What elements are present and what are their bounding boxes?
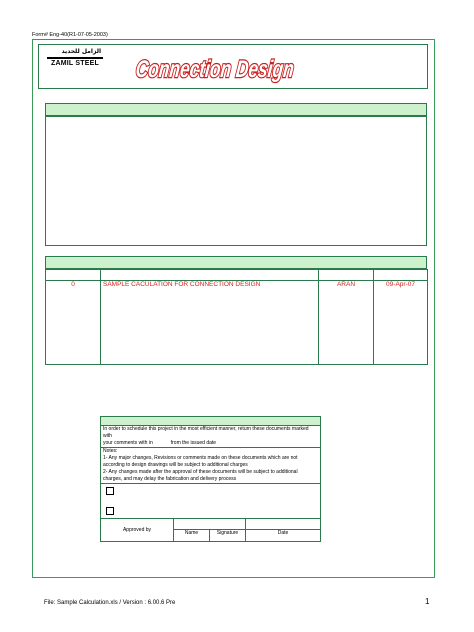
name-field[interactable] [174,519,246,530]
section-header-revisions [45,256,427,269]
document-title [133,49,356,83]
signature-field[interactable] [246,519,321,530]
zamil-steel-logo [47,48,103,72]
note-1: 1- Any major changes, Revisions or comments made on these documents which are not according to design drawings will be subject to additional charges [103,455,298,468]
page-number: 1 [425,597,430,606]
checkbox-area [101,484,321,519]
table-row [46,281,428,365]
name-column-label: Name [174,530,210,542]
rev-date: 09-Apr-07 [374,281,428,365]
signature-column-label: Signature [210,530,246,542]
document-title-text: Connection Design [134,56,356,83]
section-body-1 [45,116,427,246]
notes-heading: Notes: [103,448,118,454]
revision-table [45,269,427,365]
approval-header [101,417,321,426]
approved-by-label: Approved by [101,519,174,542]
rev-description: SAMPLE CACULATION FOR CONNECTION DESIGN [101,281,319,365]
logo-arabic-text: الزامل للحديد [61,48,101,55]
approval-checkbox-1[interactable] [106,487,114,495]
note-2: 2- Any changes made after the approval of these documents will be subject to additional charges, and may delay the fabrication and delivery process [103,469,298,482]
section-header-1 [45,103,427,116]
logo-text: ZAMIL STEEL [51,60,99,67]
notes-text [101,448,321,484]
footer-file-info: File: Sample Calculation.xls / Version : 6.00.6 Pre [44,600,176,606]
rev-by: ARAN [319,281,374,365]
date-column-label: Date [246,530,321,542]
approval-block [100,416,320,544]
approval-checkbox-2[interactable] [106,507,114,515]
intro-text: In order to schedule this project in the most efficient manner, return these documents marked with your comments with in from the issued date [101,426,321,448]
form-number: Form# Eng-40(R1-07-05-2003) [32,32,108,38]
rev-number: 0 [46,281,101,365]
revision-header-row [46,270,428,281]
logo-rule [47,57,103,59]
